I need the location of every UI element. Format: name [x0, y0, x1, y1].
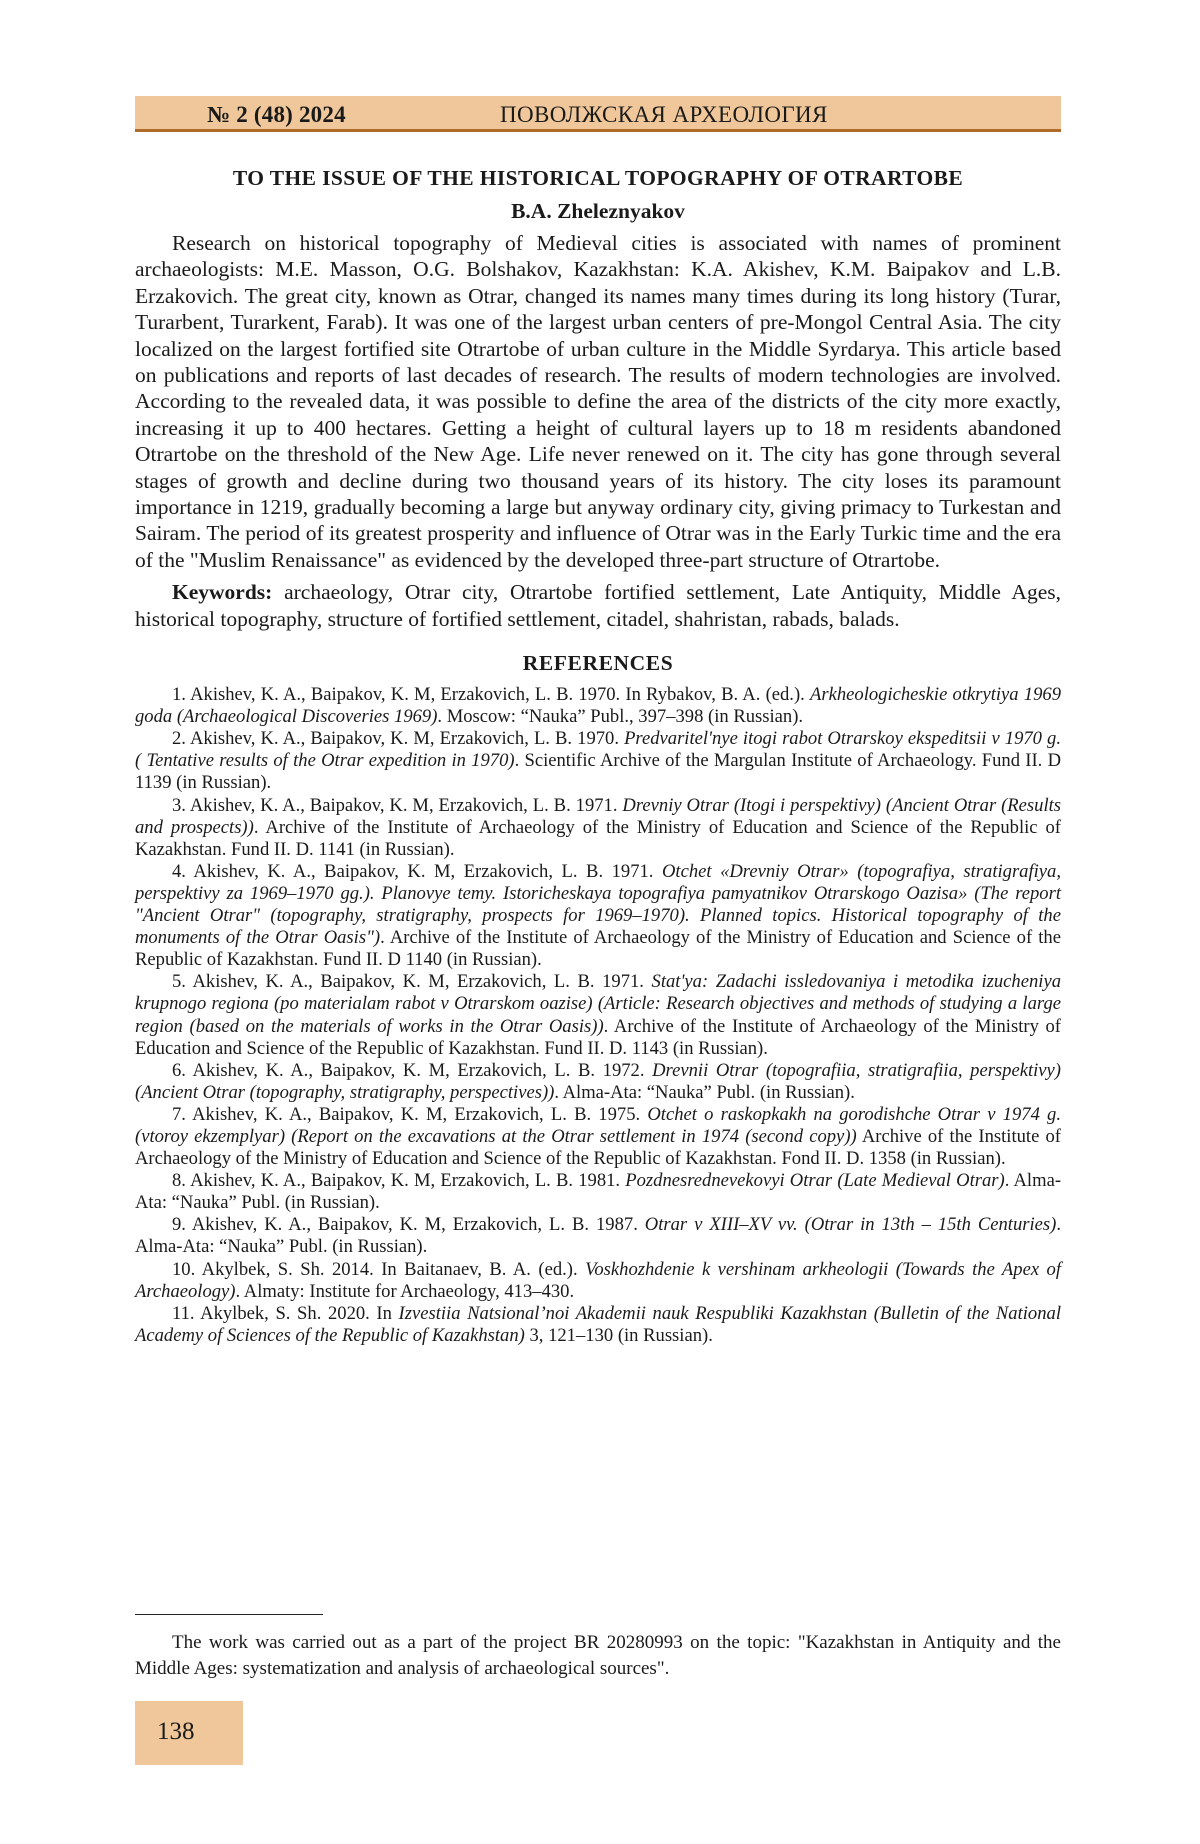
reference-item: 11. Akylbek, S. Sh. 2020. In Izvestiia Natsional’noi Akademii nauk Respubliki Kazakhstan (Bulletin of the National Academy of Sciences of the Republic of Kazakhstan) 3, 121–130 (in Russian). [135, 1302, 1061, 1346]
page-number-box [135, 1701, 243, 1765]
abstract: Research on historical topography of Medieval cities is associated with names of prominent archaeologists: M.E. Masson, O.G. Bolshakov, Kazakhstan: K.A. Akishev, K.M. Baipakov and L.B. Erzakovich. The great city, known as Otrar, changed its names many times during its long history (Turar, Turarbent, Turarkent, Farab). It was one of the largest urban centers of pre-Mongol Central Asia. The city localized on the largest fortified site Otrartobe of urban culture in the Middle Syrdarya. This article based on publications and reports of last decades of research. The results of modern technologies are involved. According to the revealed data, it was possible to define the area of the districts of the city more exactly, increasing it up to 400 hectares. Getting a height of cultural layers up to 18 m residents abandoned Otrartobe on the threshold of the New Age. Life never renewed on it. The city has gone through several stages of growth and decline during two thousand years of its history. The city loses its paramount importance in 1219, gradually becoming a large but anyway ordinary city, giving primacy to Turkestan and Sairam. The period of its greatest prosperity and influence of Otrar was in the Early Turkic time and the era of the "Muslim Renaissance" as evidenced by the developed three-part structure of Otrartobe. [135, 231, 1061, 572]
footnote-divider [135, 1614, 323, 1615]
reference-item: 1. Akishev, K. A., Baipakov, K. M, Erzakovich, L. B. 1970. In Rybakov, B. A. (ed.). Arkheologicheskie otkrytiya 1969 goda (Archaeological Discoveries 1969). Moscow: “Nauka” Publ., 397–398 (in Russian). [135, 684, 1061, 728]
page-number: 138 [157, 1718, 195, 1745]
references-list [135, 684, 1061, 1347]
references-heading: REFERENCES [522, 651, 674, 676]
keywords [135, 579, 1061, 632]
reference-item: 8. Akishev, K. A., Baipakov, K. M, Erzakovich, L. B. 1981. Pozdnesrednevekovyi Otrar (Late Medieval Otrar). Alma-Ata: “Nauka” Publ. (in Russian). [135, 1170, 1062, 1214]
reference-item: 4. Akishev, K. A., Baipakov, K. M, Erzakovich, L. B. 1971. Otchet «Drevniy Otrar» (topografiya, stratigrafiya, perspektivy za 1969–1970 gg.). Planovye temy. Istoricheskaya topografiya pamyatnikov Otrarskogo Oazisa» (The report "Ancient Otrar" (topography, stratigraphy, prospects for 1969–1970). Planned topics. Historical topography of the monuments of the Otrar Oasis"). Archive of the Institute of Archaeology of the Ministry of Education and Science of the Republic of Kazakhstan. Fund II. D 1140 (in Russian). [135, 860, 1062, 971]
journal-title: ПОВОЛЖСКАЯ АРХЕОЛОГИЯ [500, 102, 828, 127]
keywords-label: Keywords: [172, 580, 273, 605]
reference-item: 3. Akishev, K. A., Baipakov, K. M, Erzakovich, L. B. 1971. Drevniy Otrar (Itogi i perspektivy) (Ancient Otrar (Results and prospects)). Archive of the Institute of Archaeology of the Ministry of Education and Science of the Republic of Kazakhstan. Fund II. D. 1141 (in Russian). [135, 794, 1062, 860]
keywords-text: archaeology, Otrar city, Otrartobe fortified settlement, Late Antiquity, Middle Ages, historical topography, structure of fortified settlement, citadel, shahristan, rabads, balads. [135, 580, 1061, 631]
article-author: B.A. Zheleznyakov [511, 199, 685, 223]
running-header [135, 96, 1061, 132]
footnote: The work was carried out as a part of the project BR 20280993 on the topic: "Kazakhstan in Antiquity and the Middle Ages: systematization and analysis of archaeological sources". [135, 1632, 1061, 1679]
reference-item: 7. Akishev, K. A., Baipakov, K. M, Erzakovich, L. B. 1975. Otchet o raskopkakh na gorodishche Otrar v 1974 g. (vtoroy ekzemplyar) (Report on the excavations at the Otrar settlement in 1974 (second copy)) Archive of the Institute of Archaeology of the Ministry of Education and Science of the Republic of Kazakhstan. Fond II. D. 1358 (in Russian). [135, 1103, 1061, 1170]
reference-item: 9. Akishev, K. A., Baipakov, K. M, Erzakovich, L. B. 1987. Otrar v XIII–XV vv. (Otrar in 13th – 15th Centuries). Alma-Ata: “Nauka” Publ. (in Russian). [135, 1214, 1061, 1258]
reference-item: 2. Akishev, K. A., Baipakov, K. M, Erzakovich, L. B. 1970. Predvaritel'nye itogi rabot Otrarskoy ekspeditsii v 1970 g. ( Tentative results of the Otrar expedition in 1970). Scientific Archive of the Margulan Institute of Archaeology. Fund II. D 1139 (in Russian). [135, 728, 1062, 794]
reference-item: 6. Akishev, K. A., Baipakov, K. M, Erzakovich, L. B. 1972. Drevnii Otrar (topografiia, stratigrafiia, perspektivy) (Ancient Otrar (topography, stratigraphy, perspectives)). Alma-Ata: “Nauka” Publ. (in Russian). [135, 1059, 1061, 1103]
article-title: TO THE ISSUE OF THE HISTORICAL TOPOGRAPHY OF OTRARTOBE [232, 166, 964, 190]
reference-item: 5. Akishev, K. A., Baipakov, K. M, Erzakovich, L. B. 1971. Stat'ya: Zadachi issledovaniya i metodika izucheniya krupnogo regiona (po materialam rabot v Otrarskom oazise) (Article: Research objectives and methods of studying a large region (based on the materials of works in the Otrar Oasis)). Archive of the Institute of Archaeology of the Ministry of Education and Science of the Republic of Kazakhstan. Fund II. D. 1143 (in Russian). [135, 971, 1062, 1059]
issue-label: № 2 (48) 2024 [207, 102, 346, 127]
article-body [135, 165, 1061, 1347]
reference-item: 10. Akylbek, S. Sh. 2014. In Baitanaev, B. A. (ed.). Voskhozhdenie k vershinam arkheologii (Towards the Apex of Archaeology). Almaty: Institute for Archaeology, 413–430. [135, 1258, 1061, 1302]
